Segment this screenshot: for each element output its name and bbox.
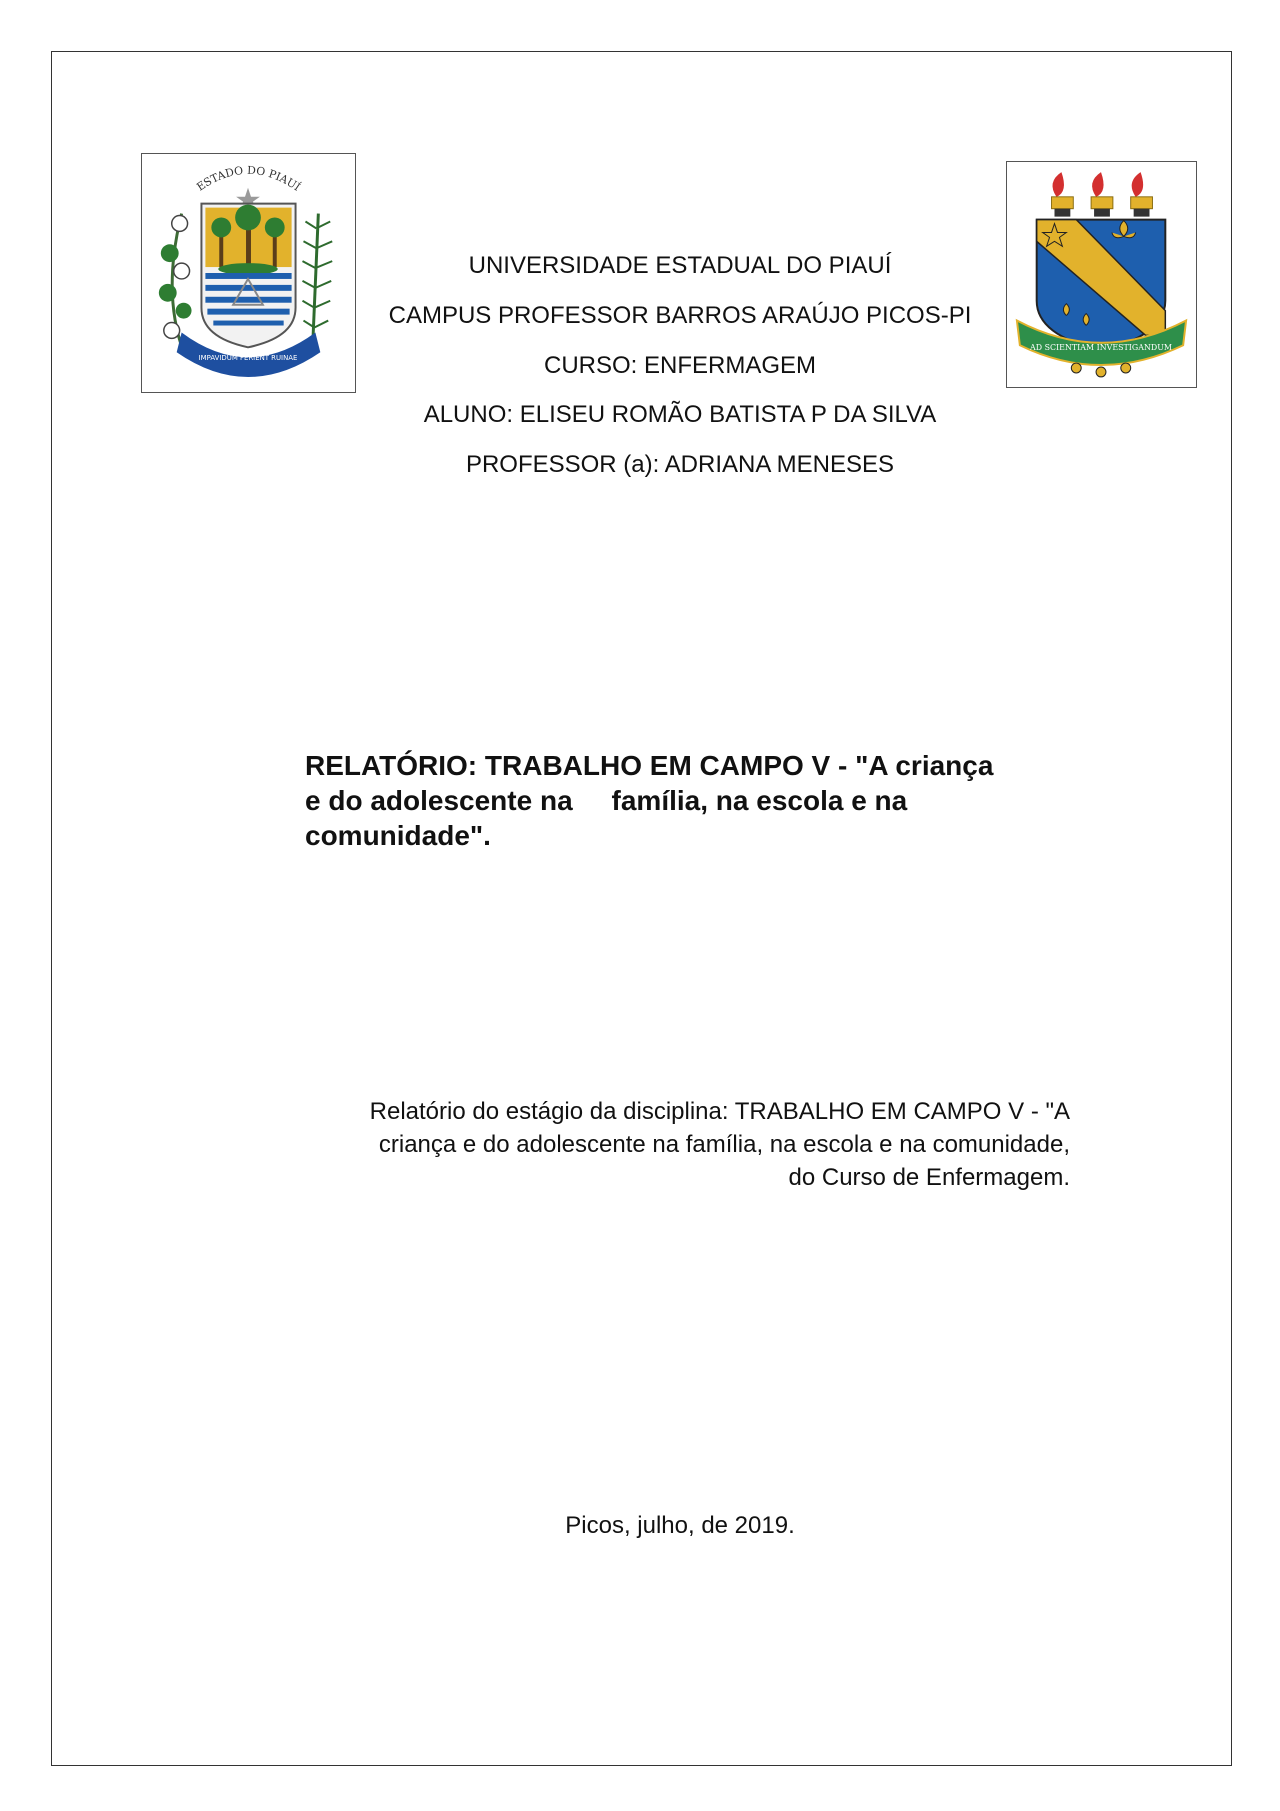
report-title-line-3: comunidade". [305,820,491,851]
logo-left-ribbon-text: IMPAVIDUM FERIENT RUINAE [198,354,298,363]
course-name: CURSO: ENFERMAGEM [543,352,816,379]
report-description-line-2: criança e do adolescente na família, na escola e na comunidade, [378,1131,1070,1158]
logo-right-ribbon-text: AD SCIENTIAM INVESTIGANDUM [1030,343,1172,353]
report-description [300,1095,1070,1194]
report-title-line-2: e do adolescente na família, na escola e na [305,785,908,816]
palm-branch-icon [302,214,332,353]
student-name: ALUNO: ELISEU ROMÃO BATISTA P DA SILVA [423,401,937,428]
place-date: Picos, julho, de 2019. [565,1512,795,1539]
report-title-line-1: RELATÓRIO: TRABALHO EM CAMPO V - "A criança [305,750,994,781]
uespi-coat-of-arms-icon [1007,162,1196,387]
cotton-branch-icon [159,214,192,353]
campus-name: CAMPUS PROFESSOR BARROS ARAÚJO PICOS-PI [388,302,972,329]
uespi-logo [1006,161,1197,388]
report-description-line-3: do Curso de Enfermagem. [788,1164,1070,1191]
logo-left-arc-text: ESTADO DO PIAUÍ [194,163,303,194]
report-description-line-1: Relatório do estágio da disciplina: TRABALHO EM CAMPO V - "A [369,1098,1070,1125]
shield-icon [1037,220,1166,351]
report-title [305,748,1085,853]
professor-name: PROFESSOR (a): ADRIANA MENESES [465,451,895,478]
piaui-state-coat-of-arms-icon [142,154,355,392]
piaui-state-logo [141,153,356,393]
university-name: UNIVERSIDADE ESTADUAL DO PIAUÍ [468,252,892,279]
shield-icon [201,204,295,348]
torch-icon [1052,172,1153,217]
